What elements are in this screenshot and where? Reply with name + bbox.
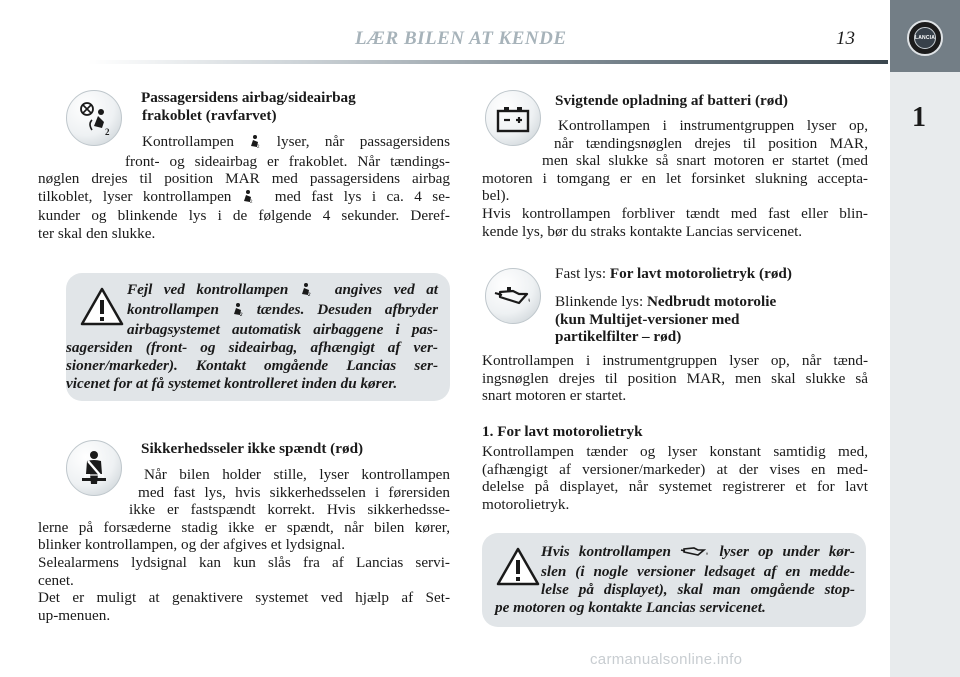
battery-line: motoren i tomgang er en let forsinket slukning accepta- [482,169,868,187]
battery-line: Kontrollampen i instrumentgruppen lyser op, [558,117,868,134]
watermark: carmanualsonline.info [590,651,743,668]
airbag-line: Kontrollampen 2 lyser, når passagersidens [38,133,450,153]
seatbelt-line: blinker kontrollampen, og der afgives et lydsignal. [38,536,346,554]
page-number: 13 [836,28,855,49]
airbag-line: tilkoblet, lyser kontrollampen 2 med fast lys i ca. 4 se- [38,188,450,208]
oil-warning-text [495,543,855,617]
battery-line: når tændingsnøglen drejes til position MAR, [554,134,868,152]
airbag-warning-line: sioner/markeder). Kontakt omgående Lancias ser- [66,357,438,374]
battery-line: Hvis kontrollampen forbliver tændt med fast eller blin- [482,204,868,222]
battery-line: bel). [482,187,510,205]
airbag-warning-line: sagersiden (front- og sideairbag, afhængigt af ver- [66,339,438,356]
oil-blink-prefix: Blinkende lys: [555,293,644,310]
seatbelt-paragraph [38,466,450,624]
seatbelt-line: cenet. [38,571,74,589]
airbag-line: kunder og blinkende lys i de følgende 4 sekunder. Deref- [38,207,450,225]
seatbelt-line: Det er muligt at genaktivere systemet ved hjælp af Set- [38,589,450,607]
oil-paragraph [482,352,868,405]
oil-sub-heading: 1. For lavt motorolietryk [482,423,643,440]
airbag-warning-line: vicenet for at få systemet kontrolleret inden du kører. [66,375,398,392]
airbag-line: nøglen drejes til position MAR med passagersidens airbag [38,170,450,188]
seatbelt-heading: Sikkerhedsseler ikke spændt (rød) [141,440,364,457]
oil-sub-paragraph [482,443,868,513]
svg-text:2: 2 [257,145,260,148]
airbag-warning-line: kontrollampen 2 tændes. Desuden afbryder [66,301,438,321]
oil-can-mini-icon [680,545,710,563]
battery-line: men skal slukke så snart motoren er startet (med [542,152,868,170]
seatbelt-line: Selealarmens lydsignal kan kun slås fra af Lancias servi- [38,553,450,571]
svg-text:2: 2 [105,127,110,137]
logo-text: LANCIA [914,35,936,41]
airbag-warning-line: airbagsystemet automatisk airbaggene i pas- [127,321,438,338]
airbag-line: ter skal den slukke. [38,224,156,242]
seatbelt-line: up-menuen. [38,606,111,624]
airbag-warning-text [66,281,438,393]
oil-warning-line: slen (i nogle versioner ledsaget af en medde- [541,563,855,580]
passenger-airbag-mini-icon [300,282,312,301]
oil-sub-line: Kontrollampen tænder og lyser konstant samtidig med, [482,443,868,460]
seatbelt-line: med fast lys, hvis sikkerhedsselen i førersiden [138,483,450,501]
airbag-heading-line: Passagersidens airbag/sideairbag [141,89,356,106]
battery-line: kende lys, bør du straks kontakte Lancias servicenet. [482,222,803,240]
passenger-airbag-mini-icon [232,302,244,321]
airbag-heading-line: frakoblet (ravfarvet) [142,106,277,124]
passenger-airbag-mini-icon [242,189,254,208]
oil-fast-line [555,265,875,283]
oil-sub-line: (afhængigt af versioner/markeder) at der vises en med- [482,460,868,478]
oil-line: ingsnøglen drejes til position MAR, men skal slukke så [482,369,868,387]
oil-blink-label: (kun Multijet-versioner med [555,310,740,328]
oil-blink-block [555,293,875,346]
oil-can-icon [485,268,541,324]
oil-warning-line: Hvis kontrollampen lyser op under kør- [495,543,855,563]
airbag-heading [141,89,461,124]
seatbelt-line: Når bilen holder stille, lyser kontrollampen [144,466,450,483]
chapter-number: 1 [912,102,926,133]
airbag-line: front- og sideairbag er frakoblet. Når tændings- [125,152,450,170]
lancia-logo [907,20,943,56]
svg-text:2: 2 [307,293,311,296]
oil-blink-label: partikelfilter – rød) [555,328,682,346]
oil-sub-line: motorolietryk. [482,495,570,513]
oil-fast-prefix: Fast lys: [555,265,607,282]
oil-line: snart motoren er startet. [482,387,627,405]
oil-sub-line: delelse på displayet, når systemet registrerer et for lavt [482,478,868,496]
header-rule [88,60,888,64]
seatbelt-line: lerne på forsæderne stadig ikke er spændt, når bilen kører, [38,518,450,536]
logo-shield [914,27,936,49]
section-title: LÆR BILEN AT KENDE [355,28,567,49]
oil-line: Kontrollampen i instrumentgruppen lyser op, når tænd- [482,352,868,369]
oil-warning-line: pe motoren og kontakte Lancias servicenet. [495,599,766,616]
seatbelt-line: ikke er fastspændt korrekt. Hvis sikkerhedsse- [129,501,450,519]
oil-blink-label: Nedbrudt motorolie [646,293,777,310]
oil-warning-line: lelse på displayet), skal man omgående stop- [541,581,855,598]
svg-text:2: 2 [249,199,253,203]
battery-paragraph [482,117,868,240]
passenger-airbag-mini-icon [249,134,261,153]
oil-fast-label: For lavt motorolietryk (rød) [609,265,792,282]
svg-text:2: 2 [239,313,243,316]
battery-heading: Svigtende opladning af batteri (rød) [555,92,788,109]
airbag-warning-line: Fejl ved kontrollampen 2 angives ved at [66,281,438,301]
airbag-paragraph [38,133,450,243]
